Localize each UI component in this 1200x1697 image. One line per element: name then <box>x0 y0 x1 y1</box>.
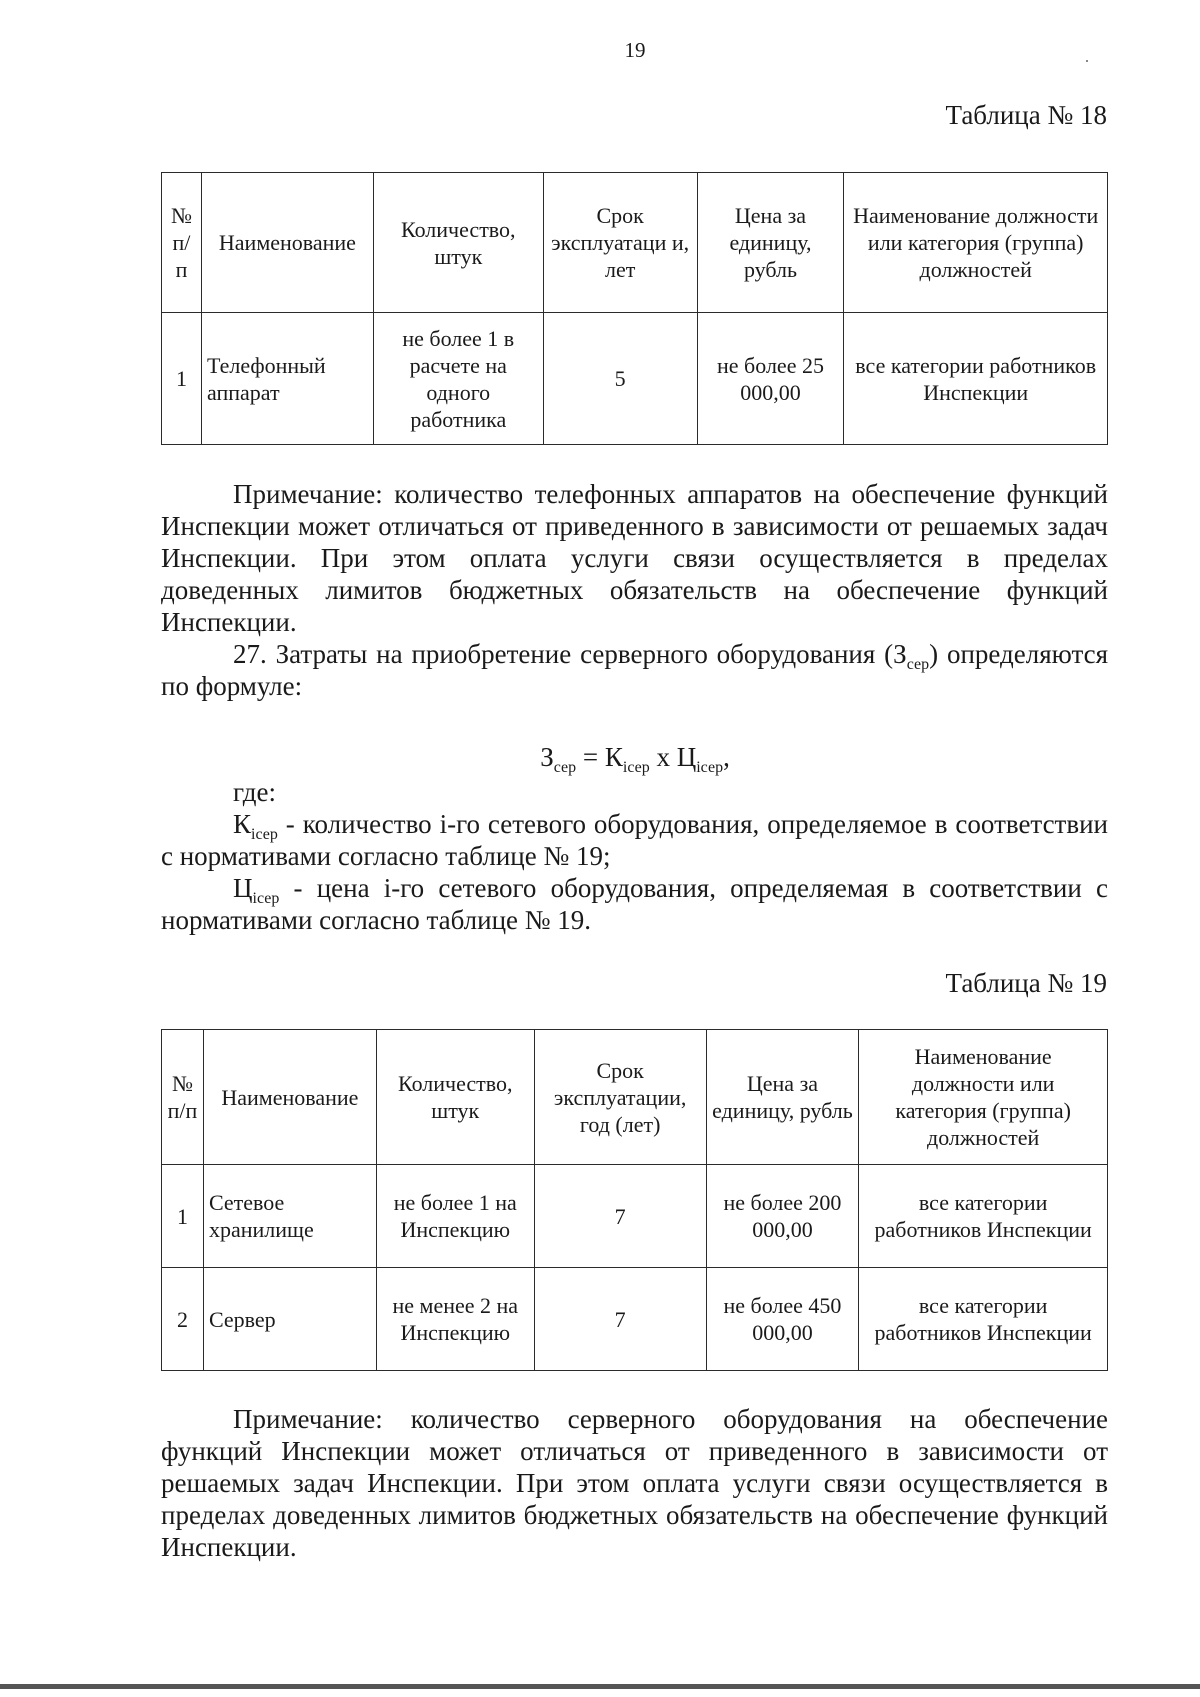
header-cell: Цена за единицу, рубль <box>697 173 844 313</box>
formula: $З_{сер} = К_{iсер}$ х $Ц_{iсер}$, <box>540 742 730 776</box>
table-cell: не более 25 000,00 <box>697 313 844 445</box>
item-27 <box>161 638 1108 702</box>
table-cell: 5 <box>543 313 697 445</box>
table-18-header-row <box>162 173 1108 313</box>
table-19-header-row <box>162 1030 1108 1165</box>
table-cell: 7 <box>534 1268 706 1371</box>
table-18-caption: Таблица № 18 <box>945 100 1107 130</box>
table-cell: Сервер <box>203 1268 376 1371</box>
header-cell: Цена за единицу, рубль <box>706 1030 859 1165</box>
item-27-text-end: ) определяются по формуле: <box>161 639 1108 701</box>
table-cell: Сетевое хранилище <box>203 1165 376 1268</box>
table-cell: 7 <box>534 1165 706 1268</box>
note-2-block <box>161 1403 1108 1563</box>
header-cell: Срок эксплуатации, год (лет) <box>534 1030 706 1165</box>
scan-speck <box>1086 60 1088 62</box>
where-label: где: <box>233 777 276 807</box>
item-27-sub: сер <box>906 656 930 673</box>
header-cell: Количество, штук <box>376 1030 534 1165</box>
table-cell: все категории работников Инспекции <box>859 1268 1108 1371</box>
table-cell: 2 <box>162 1268 204 1371</box>
table-cell: не более 450 000,00 <box>706 1268 859 1371</box>
item-27-text-start: 27. Затраты на приобретение серверного оборудования (З <box>233 639 907 669</box>
table-cell: все категории работников Инспекции <box>844 313 1108 445</box>
header-cell: Срок эксплуатаци и, лет <box>543 173 697 313</box>
table-cell: не менее 2 на Инспекцию <box>376 1268 534 1371</box>
definition-k: $К_{iсер}$ - количество i-го сетевого оборудования, определяемое в соответствии с нормативами согласно таблице № 19; <box>161 809 1108 871</box>
note-1-block <box>161 478 1108 702</box>
header-cell: № п/п <box>162 1030 204 1165</box>
table-cell: Телефонный аппарат <box>201 313 373 445</box>
header-cell: № п/п <box>162 173 202 313</box>
table-row <box>162 1268 1108 1371</box>
note-2: Примечание: количество серверного оборудования на обеспечение функций Инспекции может отличаться от приведенного в зависимости от решаемых задач Инспекции. При этом оплата услуги связи осуществляется в пределах доведенных лимитов бюджетных обязательств на обеспечение функций Инспекции. <box>161 1404 1108 1562</box>
header-cell: Наименование должности или категория (группа) должностей <box>844 173 1108 313</box>
table-cell: 1 <box>162 313 202 445</box>
table-cell: не более 200 000,00 <box>706 1165 859 1268</box>
header-cell: Наименование должности или категория (группа) должностей <box>859 1030 1108 1165</box>
header-cell: Наименование <box>201 173 373 313</box>
page-number: 19 <box>624 38 646 62</box>
table-19 <box>161 1029 1108 1371</box>
table-18 <box>161 172 1108 445</box>
header-cell: Наименование <box>203 1030 376 1165</box>
scan-edge-line <box>0 1684 1200 1689</box>
table-row <box>162 313 1108 445</box>
table-19-caption: Таблица № 19 <box>945 968 1107 998</box>
definition-c: $Ц_{iсер}$ - цена i-го сетевого оборудования, определяемая в соответствии с нормативами согласно таблице № 19. <box>161 873 1108 935</box>
table-cell: все категории работников Инспекции <box>859 1165 1108 1268</box>
table-row <box>162 1165 1108 1268</box>
table-cell: 1 <box>162 1165 204 1268</box>
note-1: Примечание: количество телефонных аппаратов на обеспечение функций Инспекции может отличаться от приведенного в зависимости от решаемых задач Инспекции. При этом оплата услуги связи осуществляется в пределах доведенных лимитов бюджетных обязательств на обеспечение функций Инспекции. <box>161 479 1108 637</box>
definitions-block <box>161 776 1108 936</box>
table-cell: не более 1 на Инспекцию <box>376 1165 534 1268</box>
header-cell: Количество, штук <box>373 173 543 313</box>
table-cell: не более 1 в расчете на одного работника <box>373 313 543 445</box>
